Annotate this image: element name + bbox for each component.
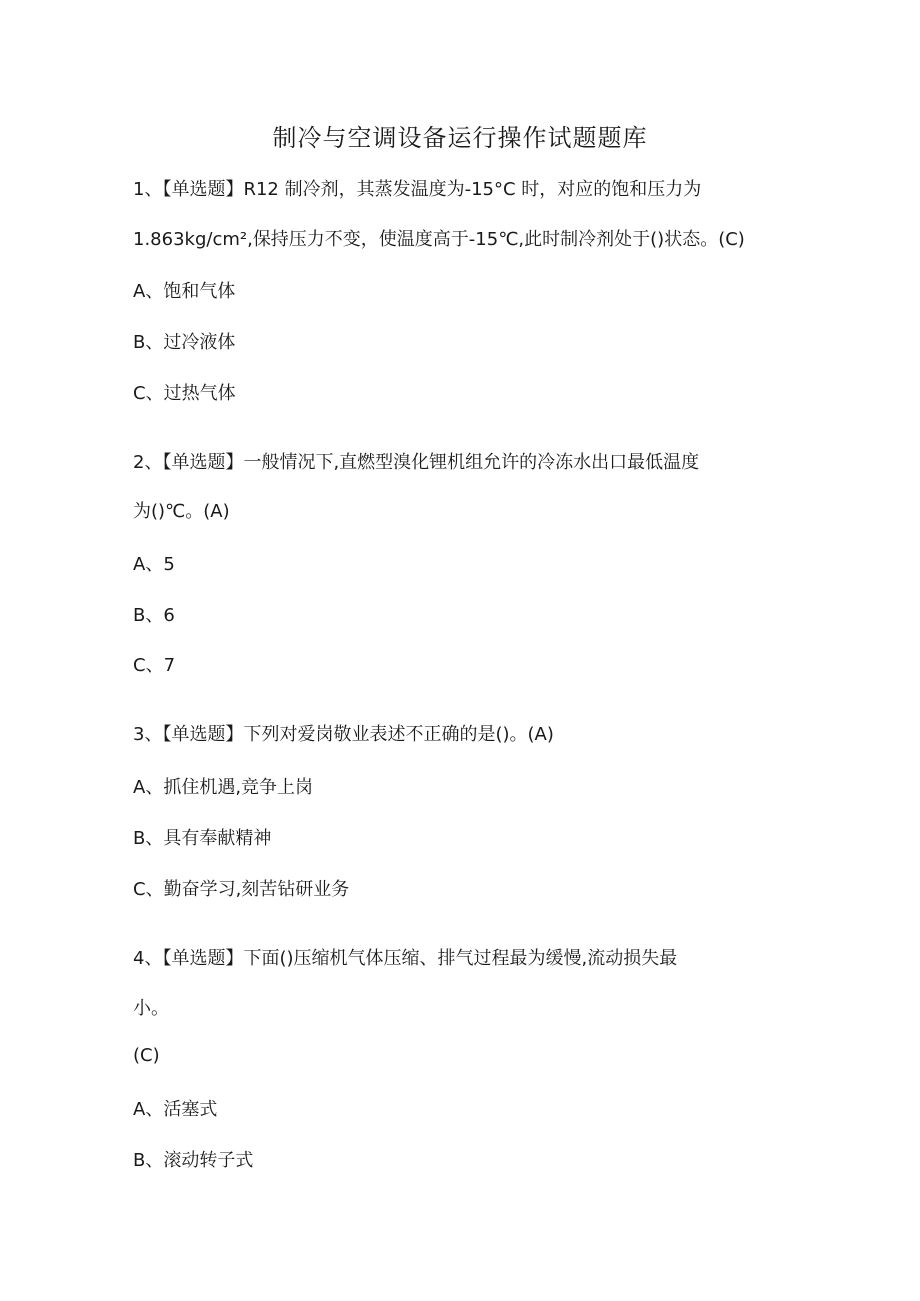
question-2-text-line-1: 2、【单选题】一般情况下,直燃型溴化锂机组允许的冷冻水出口最低温度 — [133, 452, 700, 473]
question-4-text-line-1: 4、【单选题】下面()压缩机气体压缩、排气过程最为缓慢,流动损失最 — [133, 948, 678, 969]
question-2-option-b: B、6 — [133, 605, 175, 626]
question-1-option-b: B、过冷液体 — [133, 332, 236, 353]
question-2-option-c: C、7 — [133, 655, 176, 676]
question-1-text-line-2: 1.863kg/cm²,保持压力不变，使温度高于-15℃,此时制冷剂处于()状态。(C) — [133, 229, 745, 250]
question-2-text-line-2: 为()℃。(A) — [133, 501, 230, 522]
question-3-option-b: B、具有奉献精神 — [133, 828, 272, 849]
question-3-text-line-1: 3、【单选题】下列对爱岗敬业表述不正确的是()。(A) — [133, 724, 554, 745]
question-3-option-a: A、抓住机遇,竞争上岗 — [133, 777, 314, 798]
question-1-option-a: A、饱和气体 — [133, 281, 236, 302]
question-4-text-line-2: 小。 — [133, 998, 169, 1019]
question-1-text-line-1: 1、【单选题】R12 制冷剂，其蒸发温度为-15°C 时，对应的饱和压力为 — [133, 179, 702, 200]
question-4-option-a: A、活塞式 — [133, 1099, 218, 1120]
question-4-answer: (C) — [133, 1045, 160, 1066]
question-4-option-b: B、滚动转子式 — [133, 1150, 254, 1171]
question-1-option-c: C、过热气体 — [133, 383, 236, 404]
document-title: 制冷与空调设备运行操作试题题库 — [272, 124, 648, 152]
question-3-option-c: C、勤奋学习,刻苦钻研业务 — [133, 879, 350, 900]
question-2-option-a: A、5 — [133, 554, 175, 575]
